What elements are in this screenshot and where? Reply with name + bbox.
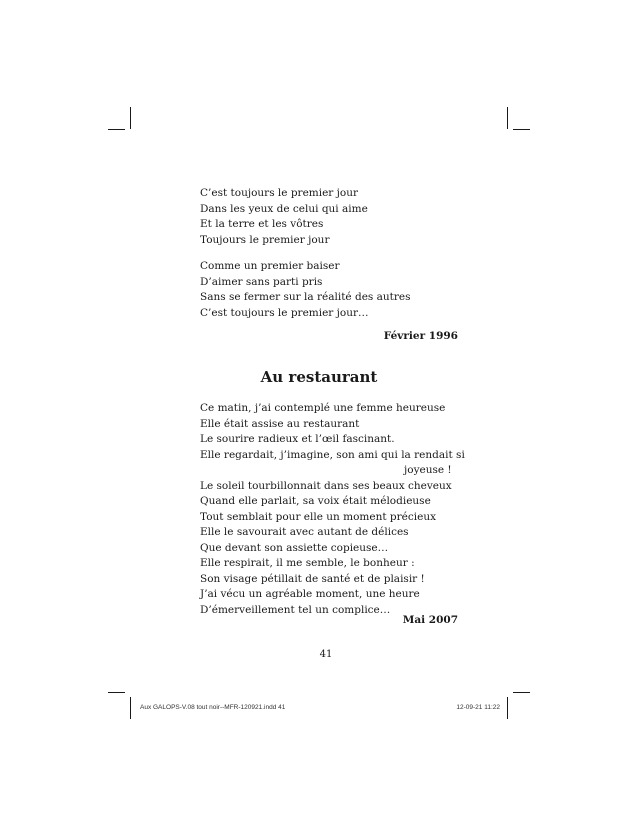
crop-mark-top-right-h — [513, 129, 530, 130]
crop-mark-top-left-v — [130, 107, 131, 129]
poem-line: D’émerveillement tel un complice… — [200, 603, 391, 616]
poem-line: Le sourire radieux et l’œil fascinant. — [200, 433, 395, 445]
poem-line: Ce matin, j’ai contemplé une femme heureuse — [200, 402, 446, 414]
poem-1-stanza-1 — [200, 186, 368, 248]
poem-2-body — [200, 401, 465, 618]
crop-mark-top-right-v — [507, 107, 508, 129]
poem-line: Elle respirait, il me semble, le bonheur : — [200, 557, 415, 569]
poem-line: Dans les yeux de celui qui aime — [200, 202, 368, 215]
poem-line: Quand elle parlait, sa voix était mélodieuse — [200, 495, 431, 507]
poem-2-date: Mai 2007 — [402, 614, 458, 626]
slug-date-time: 12-09-21 11:22 — [456, 704, 500, 711]
poem-line: Elle était assise au restaurant — [200, 417, 360, 430]
poem-line: J’ai vécu un agréable moment, une heure — [200, 588, 420, 600]
poem-line: Le soleil tourbillonnait dans ses beaux cheveux — [200, 479, 452, 492]
crop-mark-bottom-left-v — [130, 697, 131, 719]
poem-1-date: Février 1996 — [383, 330, 458, 342]
poem-line: Et la terre et les vôtres — [200, 218, 324, 230]
poem-line: Son visage pétillait de santé et de plaisir ! — [200, 572, 425, 585]
poem-1-stanza-2 — [200, 259, 411, 321]
poem-2-title: Au restaurant — [260, 368, 378, 386]
poem-line: C’est toujours le premier jour… — [200, 306, 369, 319]
crop-mark-top-left-h — [108, 129, 125, 130]
poem-line: D’aimer sans parti pris — [200, 275, 323, 288]
poem-line: Que devant son assiette copieuse… — [200, 541, 389, 554]
slug-file-name: Aux GALOPS-V.08 tout noir--MFR-120921.indd 41 — [140, 704, 286, 711]
poem-line: Toujours le premier jour — [200, 233, 330, 246]
poem-line: Elle le savourait avec autant de délices — [200, 526, 409, 538]
poem-line: Comme un premier baiser — [200, 260, 340, 272]
poem-line-continuation: joyeuse ! — [404, 464, 452, 476]
page-number: 41 — [319, 649, 333, 660]
crop-mark-bottom-left-h — [108, 692, 125, 693]
poem-line: Sans se fermer sur la réalité des autres — [200, 291, 411, 303]
crop-mark-bottom-right-v — [507, 697, 508, 719]
poem-line: Tout semblait pour elle un moment précieux — [200, 510, 437, 523]
crop-mark-bottom-right-h — [513, 692, 530, 693]
poem-line: C’est toujours le premier jour — [200, 187, 359, 199]
poem-line: Elle regardait, j’imagine, son ami qui la rendait si — [200, 448, 465, 461]
